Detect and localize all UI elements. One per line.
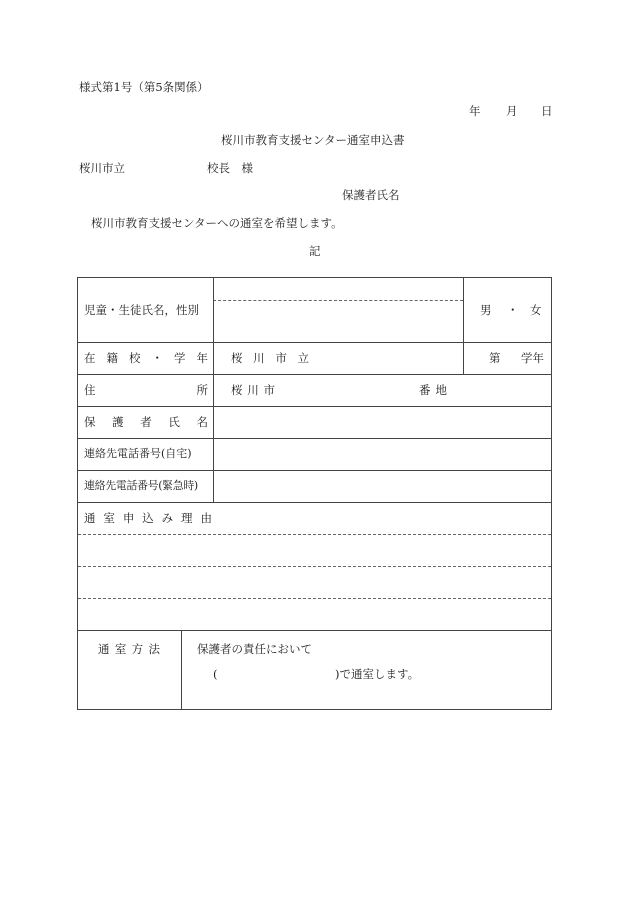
guardian-label: 保 護 者 氏 名 — [84, 415, 208, 429]
intro-text: 桜川市教育支援センターへの通室を希望します。 — [91, 216, 343, 230]
date-year-label: 年 — [469, 104, 481, 118]
reason-label: 通 室 申 込 み 理 由 — [84, 511, 212, 525]
row-divider — [78, 342, 551, 343]
date-day-label: 日 — [541, 104, 553, 118]
method-column-divider — [181, 630, 182, 709]
guardian-name-field[interactable] — [214, 407, 551, 437]
row-divider — [78, 630, 551, 631]
student-name-field[interactable] — [214, 301, 462, 341]
gender-grade-column-divider — [463, 278, 464, 374]
addressee-school: 桜川市立 — [79, 161, 125, 175]
address-banchi: 番 地 — [419, 383, 447, 397]
document-title: 桜川市教育支援センター通室申込書 — [221, 133, 405, 147]
method-line2: )で通室します。 — [335, 667, 420, 681]
method-line1: 保護者の責任において — [197, 642, 312, 656]
school-grade-label: 在 籍 校 ・ 学 年 — [84, 351, 208, 365]
addressee-title: 校長 様 — [207, 161, 253, 175]
guardian-name-label: 保護者氏名 — [342, 188, 400, 202]
address-city: 桜 川 市 — [231, 383, 275, 397]
school-prefix: 桜 川 市 立 — [231, 351, 309, 365]
row-divider — [78, 374, 551, 375]
method-open-paren: ( — [213, 667, 218, 681]
method-label: 通 室 方 法 — [98, 642, 160, 656]
form-number: 様式第1号（第5条関係） — [79, 80, 209, 94]
gender-male[interactable]: 男 — [480, 303, 492, 317]
phone-home-label: 連絡先電話番号(自宅) — [84, 447, 192, 460]
student-name-label: 児童・生徒氏名，性別 — [84, 303, 199, 317]
row-divider — [78, 502, 551, 503]
address-label: 住 所 — [84, 383, 208, 397]
gender-female[interactable]: 女 — [530, 303, 542, 317]
method-field[interactable] — [223, 664, 333, 684]
application-table — [77, 277, 552, 710]
phone-home-field[interactable] — [214, 439, 551, 469]
gender-separator: ・ — [507, 303, 519, 317]
phone-emergency-field[interactable] — [214, 471, 551, 501]
date-month-label: 月 — [506, 104, 518, 118]
reason-field[interactable] — [79, 535, 550, 629]
phone-emergency-label: 連絡先電話番号(緊急時) — [84, 479, 198, 492]
grade-dai: 第 — [489, 351, 501, 365]
grade-nen: 学年 — [521, 351, 544, 365]
ki-label: 記 — [309, 244, 321, 258]
